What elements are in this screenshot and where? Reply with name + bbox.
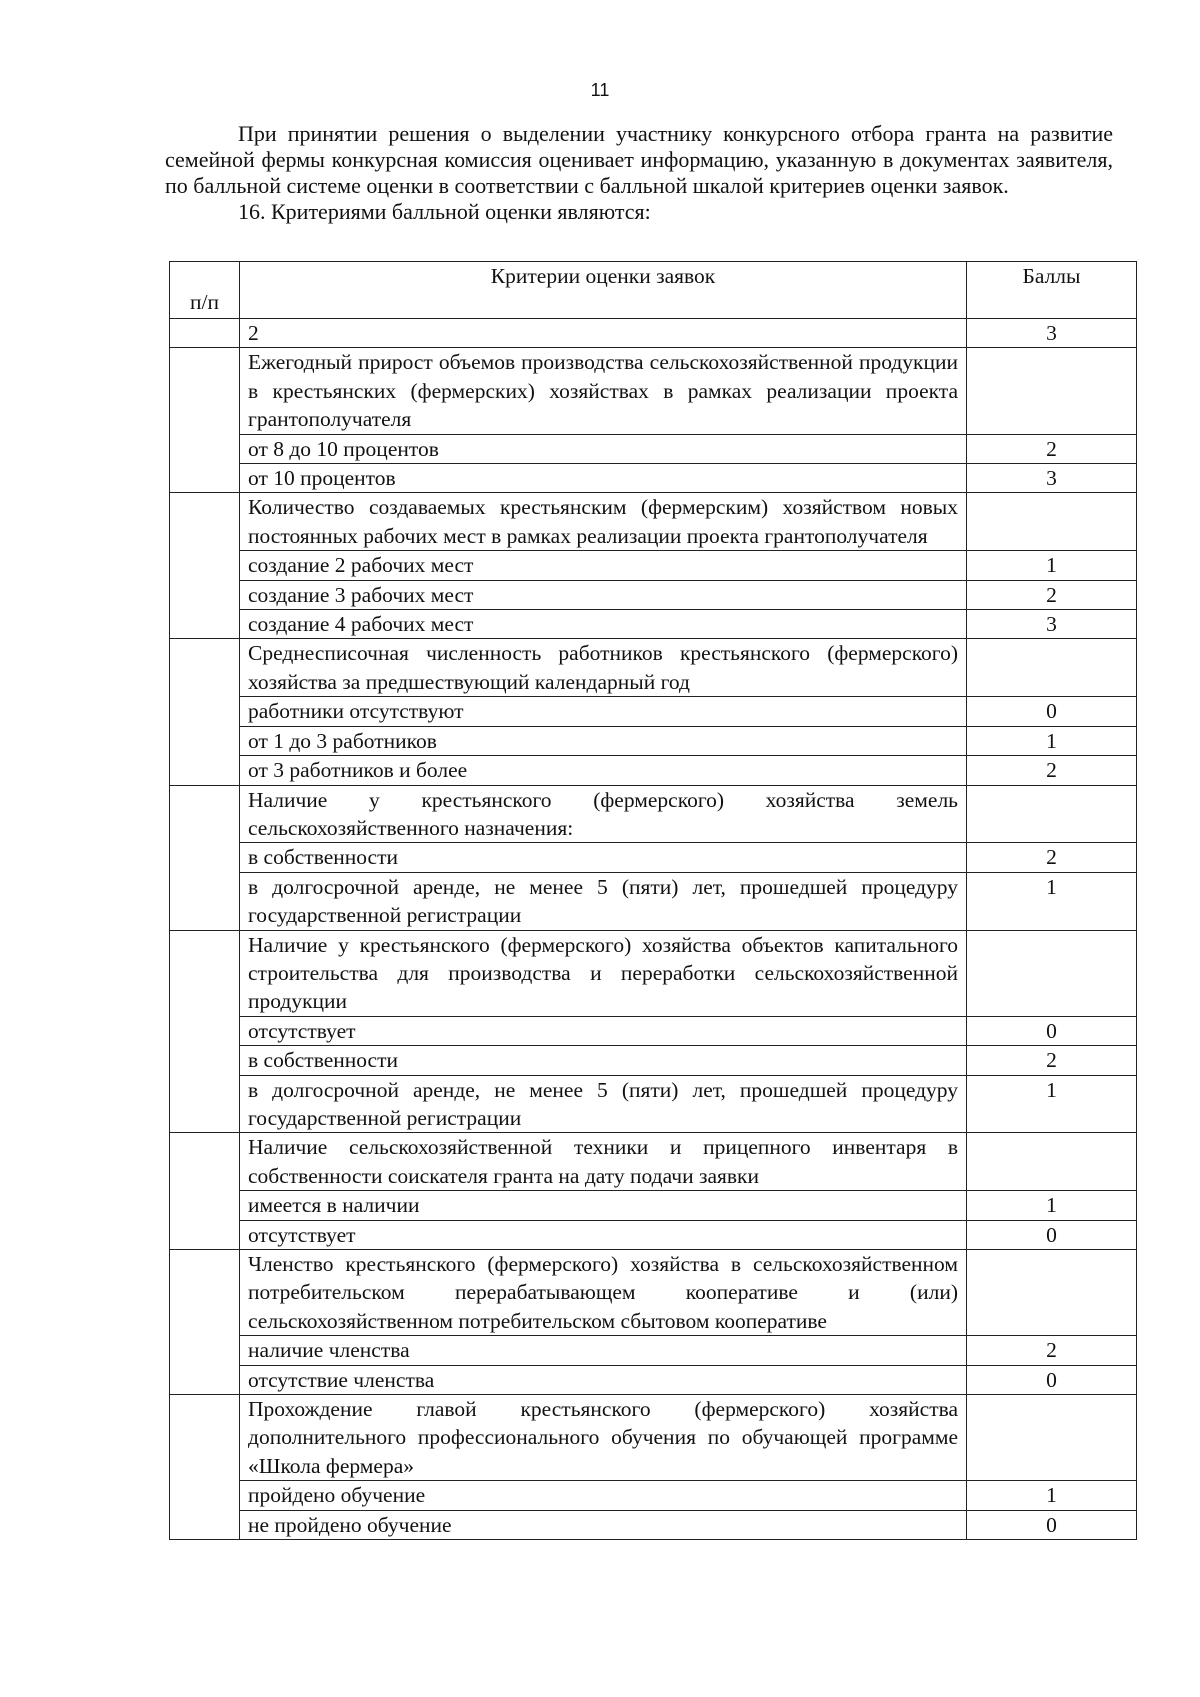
option-label: в долгосрочной аренде, не менее 5 (пяти) лет, прошедшей процедуру государственной регистрации: [240, 1075, 967, 1133]
option-row: [170, 551, 1137, 580]
option-row: [170, 843, 1137, 872]
option-points: 2: [967, 756, 1137, 785]
criterion-points-empty: [967, 1133, 1137, 1191]
option-row: [170, 1510, 1137, 1539]
column-number-2: 2: [240, 319, 967, 348]
criterion-points-empty: [967, 1395, 1137, 1481]
criterion-number: [170, 785, 240, 930]
option-points: 0: [967, 1016, 1137, 1045]
option-points: 2: [967, 1336, 1137, 1365]
option-points: 3: [967, 610, 1137, 639]
page-number: 11: [590, 80, 610, 100]
header-criteria: Критерии оценки заявок: [240, 262, 967, 319]
option-row: [170, 610, 1137, 639]
option-row: [170, 580, 1137, 609]
option-points: 1: [967, 551, 1137, 580]
option-row: [170, 1046, 1137, 1075]
criterion-title-row: [170, 1395, 1137, 1481]
header-points: Баллы: [967, 262, 1137, 319]
table-header-row: [170, 262, 1137, 319]
option-label: создание 2 рабочих мест: [240, 551, 967, 580]
criterion-title: Количество создаваемых крестьянским (фермерским) хозяйством новых постоянных рабочих мест в рамках реализации проекта грантополучателя: [240, 493, 967, 551]
criterion-points-empty: [967, 639, 1137, 697]
criterion-number: [170, 348, 240, 493]
criterion-number: [170, 493, 240, 639]
option-points: 2: [967, 580, 1137, 609]
criterion-title-row: [170, 493, 1137, 551]
option-label: работники отсутствуют: [240, 697, 967, 726]
header-num: п/п: [170, 262, 240, 319]
criterion-title: Наличие у крестьянского (фермерского) хозяйства объектов капитального строительства для производства и переработки сельскохозяйственной продукции: [240, 930, 967, 1016]
section-heading: 16. Критериями балльной оценки являются:: [238, 199, 651, 224]
criteria-table: [169, 261, 1137, 1540]
option-points: 0: [967, 1220, 1137, 1249]
option-row: [170, 1481, 1137, 1510]
criterion-points-empty: [967, 785, 1137, 843]
option-row: [170, 1075, 1137, 1133]
option-row: [170, 1336, 1137, 1365]
option-points: 3: [967, 464, 1137, 493]
column-number-1: [170, 319, 240, 348]
criterion-title-row: [170, 785, 1137, 843]
option-row: [170, 1191, 1137, 1220]
criterion-number: [170, 1133, 240, 1250]
option-label: имеется в наличии: [240, 1191, 967, 1220]
criterion-title-row: [170, 639, 1137, 697]
option-points: 1: [967, 1075, 1137, 1133]
option-row: [170, 434, 1137, 463]
option-label: не пройдено обучение: [240, 1510, 967, 1539]
criterion-title-row: [170, 1133, 1137, 1191]
option-label: создание 3 рабочих мест: [240, 580, 967, 609]
criterion-number: [170, 1395, 240, 1540]
option-points: 1: [967, 726, 1137, 755]
option-label: в собственности: [240, 1046, 967, 1075]
option-label: в долгосрочной аренде, не менее 5 (пяти) лет, прошедшей процедуру государственной регистрации: [240, 872, 967, 930]
intro-paragraph: При принятии решения о выделении участнику конкурсного отбора гранта на развитие семейной фермы конкурсная комиссия оценивает информацию, указанную в документах заявителя, по балльной системе оценки в соответствии с балльной шкалой критериев оценки заявок.: [165, 121, 1113, 198]
criterion-title: Прохождение главой крестьянского (фермерского) хозяйства дополнительного профессионального обучения по обучающей программе «Школа фермера»: [240, 1395, 967, 1481]
criterion-points-empty: [967, 493, 1137, 551]
option-label: отсутствует: [240, 1220, 967, 1249]
criterion-title: Наличие у крестьянского (фермерского) хозяйства земель сельскохозяйственного назначения:: [240, 785, 967, 843]
option-label: от 1 до 3 работников: [240, 726, 967, 755]
criterion-title-row: [170, 1250, 1137, 1336]
option-label: в собственности: [240, 843, 967, 872]
option-points: 1: [967, 872, 1137, 930]
option-points: 2: [967, 843, 1137, 872]
criterion-points-empty: [967, 348, 1137, 434]
option-label: пройдено обучение: [240, 1481, 967, 1510]
column-number-3: 3: [967, 319, 1137, 348]
criterion-title-row: [170, 930, 1137, 1016]
criterion-points-empty: [967, 1250, 1137, 1336]
option-points: 1: [967, 1191, 1137, 1220]
option-label: отсутствует: [240, 1016, 967, 1045]
criterion-number: [170, 639, 240, 785]
option-label: отсутствие членства: [240, 1365, 967, 1394]
option-row: [170, 756, 1137, 785]
criterion-title: Среднесписочная численность работников крестьянского (фермерского) хозяйства за предшествующий календарный год: [240, 639, 967, 697]
criterion-title: Наличие сельскохозяйственной техники и прицепного инвентаря в собственности соискателя гранта на дату подачи заявки: [240, 1133, 967, 1191]
column-numbers-row: [170, 319, 1137, 348]
option-points: 0: [967, 1365, 1137, 1394]
option-row: [170, 1365, 1137, 1394]
option-points: 2: [967, 434, 1137, 463]
option-row: [170, 1220, 1137, 1249]
option-label: от 8 до 10 процентов: [240, 434, 967, 463]
option-label: создание 4 рабочих мест: [240, 610, 967, 639]
option-row: [170, 872, 1137, 930]
criterion-points-empty: [967, 930, 1137, 1016]
option-points: 0: [967, 697, 1137, 726]
option-label: наличие членства: [240, 1336, 967, 1365]
criterion-number: [170, 930, 240, 1133]
option-row: [170, 464, 1137, 493]
criterion-title: Ежегодный прирост объемов производства сельскохозяйственной продукции в крестьянских (фермерских) хозяйствах в рамках реализации проекта грантополучателя: [240, 348, 967, 434]
option-points: 1: [967, 1481, 1137, 1510]
option-label: от 3 работников и более: [240, 756, 967, 785]
option-label: от 10 процентов: [240, 464, 967, 493]
option-row: [170, 697, 1137, 726]
criterion-title: Членство крестьянского (фермерского) хозяйства в сельскохозяйственном потребительском перерабатывающем кооперативе и (или) сельскохозяйственном потребительском сбытовом кооперативе: [240, 1250, 967, 1336]
option-row: [170, 726, 1137, 755]
criterion-number: [170, 1250, 240, 1395]
criterion-title-row: [170, 348, 1137, 434]
option-row: [170, 1016, 1137, 1045]
intro-section: [165, 121, 1113, 225]
option-points: 2: [967, 1046, 1137, 1075]
option-points: 0: [967, 1510, 1137, 1539]
